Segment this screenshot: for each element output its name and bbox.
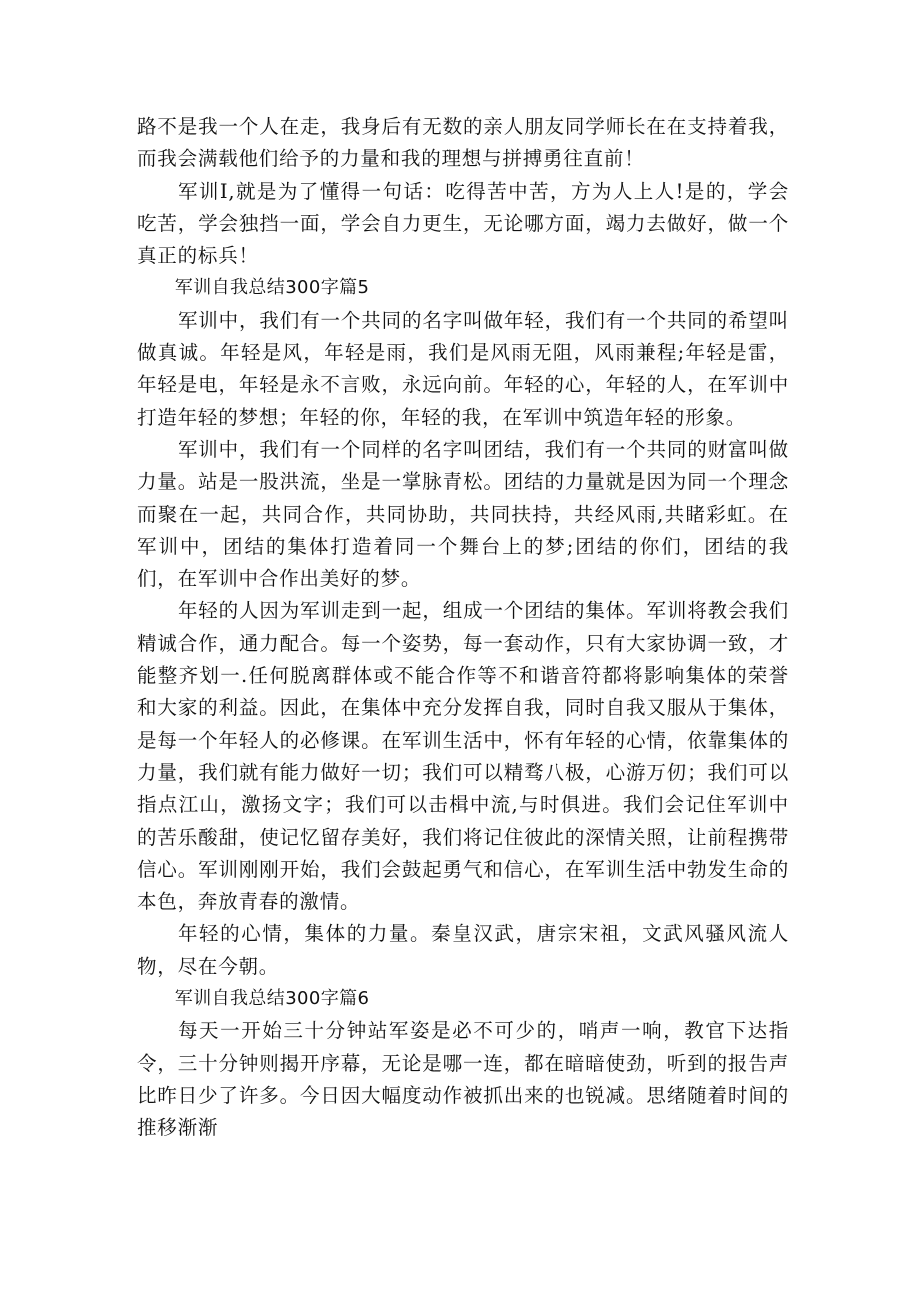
section-heading-part-5: 军训自我总结300字篇5 <box>174 277 370 299</box>
paragraph-continued: 路不是我一个人在走，我身后有无数的亲人朋友同学师长在在支持着我，而我会满载他们给予的力量和我的理想与拼搏勇往直前！ <box>137 115 789 171</box>
paragraph-closing: 年轻的心情，集体的力量。秦皇汉武，唐宗宋祖，文武风骚风流人物，尽在今朝。 <box>137 922 789 978</box>
document-body <box>137 111 789 1145</box>
paragraph-collective: 年轻的人因为军训走到一起，组成一个团结的集体。军训将教会我们精诚合作，通力配合。每一个姿势，每一套动作，只有大家协调一致，才能整齐划一.任何脱离群体或不能合作等不和谐音符都将影响集体的荣誉和大家的利益。因此，在集体中充分发挥自我，同时自我又服从于集体，是每一个年轻人的必修课。在军训生活中，怀有年轻的心情，依靠集体的力量，我们就有能力做好一切；我们可以精骛八极，心游万仞；我们可以指点江山，激扬文字；我们可以击楫中流,与时俱进。我们会记住军训中的苦乐酸甜，使记忆留存美好，我们将记住彼此的深情关照，让前程携带信心。军训刚刚开始，我们会鼓起勇气和信心，在军训生活中勃发生命的本色，奔放青春的激情。 <box>137 599 789 914</box>
paragraph-military-training-meaning: 军训I,就是为了懂得一句话：吃得苦中苦，方为人上人!是的，学会吃苦，学会独挡一面，学会自力更生，无论哪方面，竭力去做好，做一个真正的标兵！ <box>137 179 789 268</box>
paragraph-unity: 军训中，我们有一个同样的名字叫团结，我们有一个共同的财富叫做力量。站是一股洪流，坐是一掌脉青松。团结的力量就是因为同一个理念而聚在一起，共同合作，共同协助，共同扶持，共经风雨,共睹彩虹。在军训中，团结的集体打造着同一个舞台上的梦;团结的你们，团结的我们，在军训中合作出美好的梦。 <box>137 437 789 591</box>
paragraph-daily-drill: 每天一开始三十分钟站军姿是必不可少的，哨声一响，教官下达指令，三十分钟则揭开序幕，无论是哪一连，都在暗暗使劲，听到的报告声比昨日少了许多。今日因大幅度动作被抓出来的也锐减。思绪随着时间的推移渐渐 <box>137 1019 789 1140</box>
section-heading-part-6: 军训自我总结300字篇6 <box>174 988 370 1010</box>
paragraph-youth: 军训中，我们有一个共同的名字叫做年轻，我们有一个共同的希望叫做真诚。年轻是风，年轻是雨，我们是风雨无阻，风雨兼程;年轻是雷，年轻是电，年轻是永不言败，永远向前。年轻的心，年轻的人，在军训中打造年轻的梦想；年轻的你，年轻的我，在军训中筑造年轻的形象。 <box>137 308 789 429</box>
